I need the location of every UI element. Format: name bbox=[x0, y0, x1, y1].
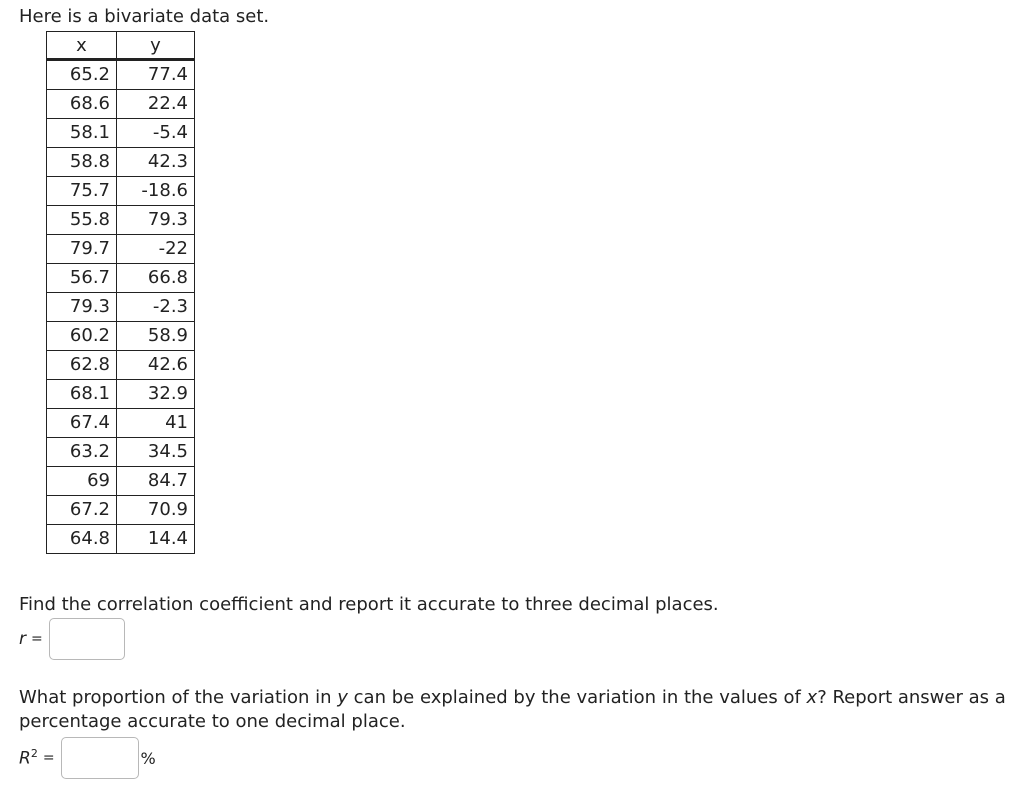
cell-y: 66.8 bbox=[117, 264, 195, 293]
correlation-question: Find the correlation coefficient and report it accurate to three decimal places. bbox=[19, 594, 719, 615]
proportion-question bbox=[19, 686, 1014, 734]
cell-x: 55.8 bbox=[47, 206, 117, 235]
cell-x: 79.7 bbox=[47, 235, 117, 264]
cell-x: 67.2 bbox=[47, 496, 117, 525]
table-row bbox=[47, 90, 195, 119]
r-label: r bbox=[19, 629, 26, 649]
r-squared-answer-row bbox=[19, 737, 156, 779]
cell-x: 58.8 bbox=[47, 148, 117, 177]
table-row bbox=[47, 380, 195, 409]
table-row bbox=[47, 322, 195, 351]
table-row bbox=[47, 148, 195, 177]
r-squared-label: $R^2$ bbox=[19, 747, 38, 769]
bivariate-data-table bbox=[46, 31, 195, 554]
equals-sign: = bbox=[31, 631, 43, 647]
table-body bbox=[47, 60, 195, 554]
percent-unit: % bbox=[140, 748, 156, 768]
table-row bbox=[47, 235, 195, 264]
cell-y: -18.6 bbox=[117, 177, 195, 206]
cell-x: 62.8 bbox=[47, 351, 117, 380]
column-header-x: x bbox=[47, 32, 117, 60]
cell-y: 70.9 bbox=[117, 496, 195, 525]
cell-x: 56.7 bbox=[47, 264, 117, 293]
cell-x: 69 bbox=[47, 467, 117, 496]
cell-x: 67.4 bbox=[47, 409, 117, 438]
cell-y: 22.4 bbox=[117, 90, 195, 119]
cell-y: -2.3 bbox=[117, 293, 195, 322]
cell-x: 58.1 bbox=[47, 119, 117, 148]
correlation-answer-row bbox=[19, 618, 125, 660]
cell-y: -5.4 bbox=[117, 119, 195, 148]
table-row bbox=[47, 293, 195, 322]
cell-y: -22 bbox=[117, 235, 195, 264]
table-row bbox=[47, 496, 195, 525]
proportion-question-text-1: What proportion of the variation in bbox=[19, 687, 338, 708]
proportion-question-text-3: ? Report answer as a percentage accurate to one decimal place. bbox=[19, 687, 1006, 732]
table-row bbox=[47, 60, 195, 90]
intro-text: Here is a bivariate data set. bbox=[19, 6, 270, 27]
table-row bbox=[47, 467, 195, 496]
table-row bbox=[47, 409, 195, 438]
cell-x: 75.7 bbox=[47, 177, 117, 206]
table-row bbox=[47, 119, 195, 148]
equals-sign: = bbox=[42, 750, 55, 766]
proportion-question-text-2: can be explained by the variation in the values of bbox=[347, 687, 807, 708]
correlation-input[interactable] bbox=[49, 618, 125, 660]
table-row bbox=[47, 351, 195, 380]
table-row bbox=[47, 206, 195, 235]
cell-y: 42.3 bbox=[117, 148, 195, 177]
table-row bbox=[47, 438, 195, 467]
cell-y: 58.9 bbox=[117, 322, 195, 351]
cell-x: 65.2 bbox=[47, 60, 117, 90]
cell-y: 79.3 bbox=[117, 206, 195, 235]
cell-y: 77.4 bbox=[117, 60, 195, 90]
cell-y: 84.7 bbox=[117, 467, 195, 496]
table-row bbox=[47, 177, 195, 206]
cell-y: 14.4 bbox=[117, 525, 195, 554]
proportion-question-var-x: x bbox=[806, 687, 818, 708]
proportion-question-var-y: y bbox=[337, 687, 348, 708]
cell-x: 63.2 bbox=[47, 438, 117, 467]
cell-y: 34.5 bbox=[117, 438, 195, 467]
table-row bbox=[47, 525, 195, 554]
cell-x: 68.6 bbox=[47, 90, 117, 119]
cell-y: 41 bbox=[117, 409, 195, 438]
r-squared-input[interactable] bbox=[61, 737, 139, 779]
cell-x: 68.1 bbox=[47, 380, 117, 409]
cell-y: 32.9 bbox=[117, 380, 195, 409]
cell-x: 60.2 bbox=[47, 322, 117, 351]
column-header-y: y bbox=[117, 32, 195, 60]
table-row bbox=[47, 264, 195, 293]
cell-y: 42.6 bbox=[117, 351, 195, 380]
cell-x: 64.8 bbox=[47, 525, 117, 554]
cell-x: 79.3 bbox=[47, 293, 117, 322]
table-header-row bbox=[47, 32, 195, 60]
